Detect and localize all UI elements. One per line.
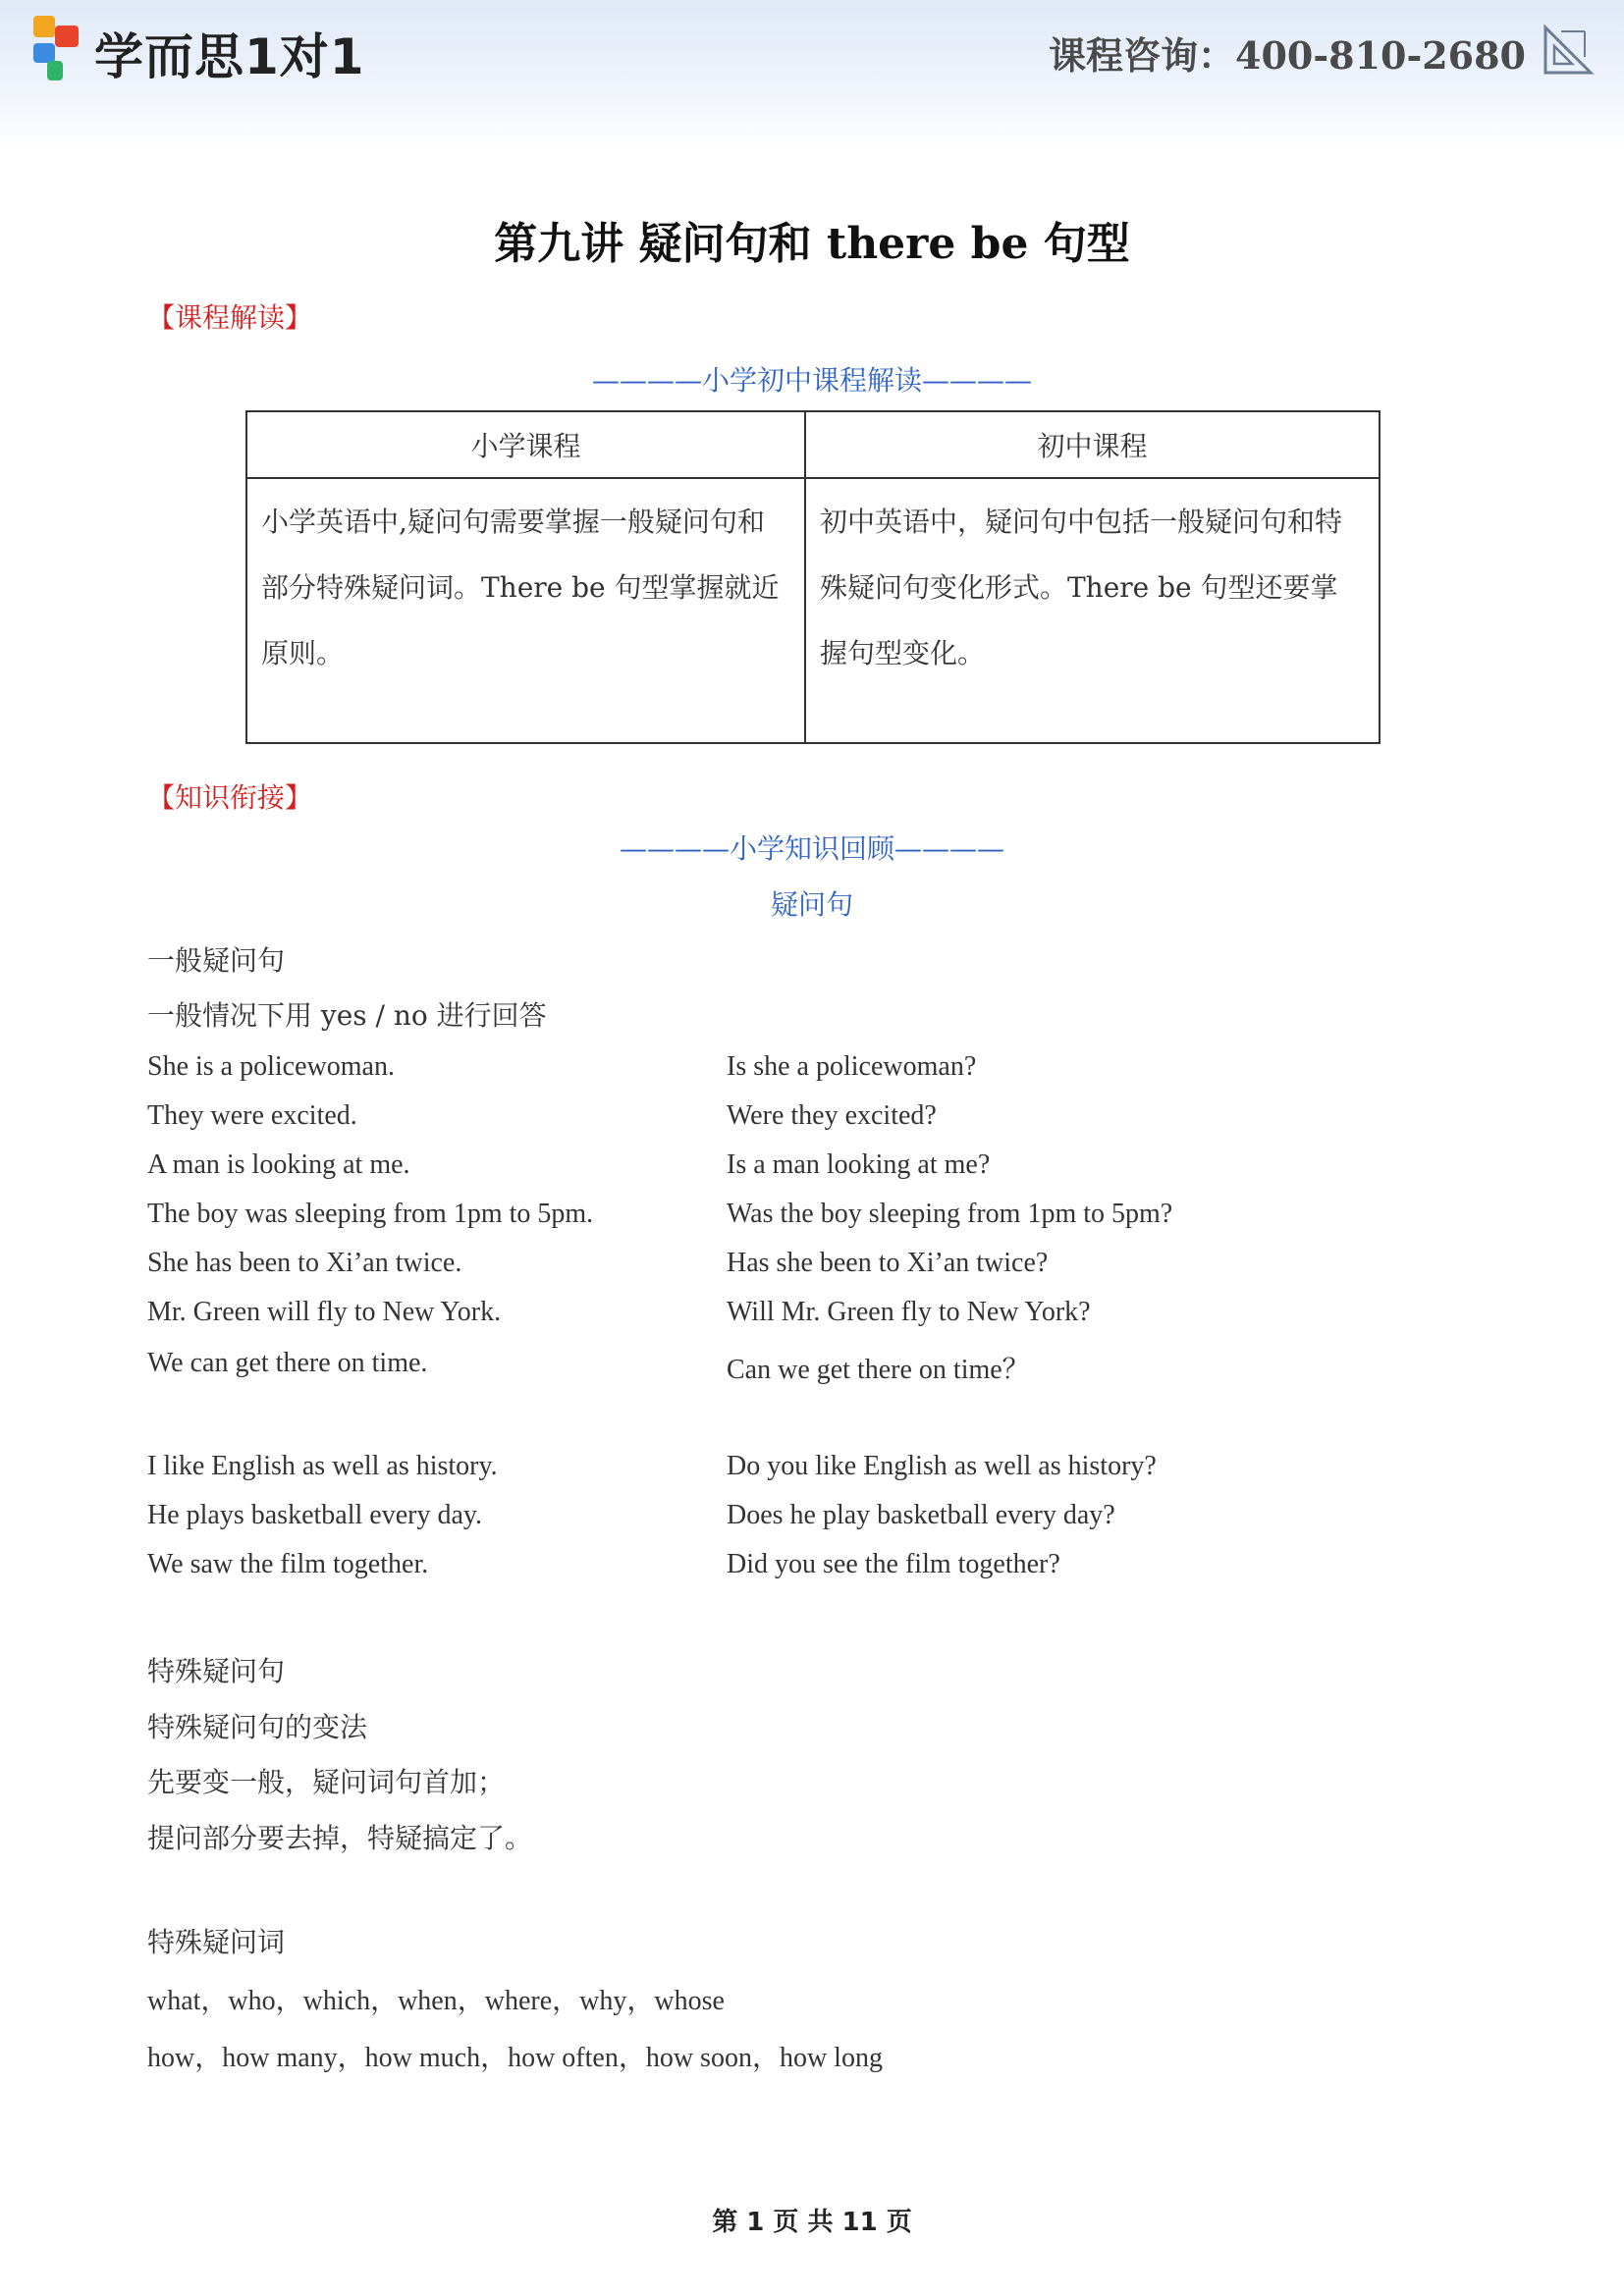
- question-sentence: Has she been to Xi’an twice?: [727, 1248, 1049, 1278]
- question-words-heading: 特殊疑问词: [147, 1926, 286, 1958]
- table-cell-junior: 初中英语中，疑问句中包括一般疑问句和特殊疑问句变化形式。There be 句型还要掌握句型变化。: [805, 478, 1380, 743]
- table-header-row: [246, 411, 1380, 478]
- statement-sentence: We saw the film together.: [147, 1549, 429, 1579]
- section-tag-course-reading: 【课程解读】: [147, 301, 313, 334]
- question-sentence: Will Mr. Green fly to New York?: [727, 1297, 1091, 1327]
- question-words-line: what，who，which，when，where，why，whose: [147, 1986, 725, 2016]
- statement-sentence: The boy was sleeping from 1pm to 5pm.: [147, 1199, 594, 1229]
- special-question-heading: 特殊疑问句: [147, 1655, 286, 1687]
- statement-sentence: We can get there on time.: [147, 1348, 428, 1378]
- page-number: 第 1 页 共 11 页: [712, 2208, 912, 2237]
- special-question-line: 先要变一般，疑问词句首加；: [147, 1766, 506, 1798]
- question-sentence: Do you like English as well as history?: [727, 1451, 1157, 1481]
- logo-mark-icon: [29, 14, 84, 82]
- question-sentence: Is she a policewoman?: [727, 1051, 977, 1082]
- question-sentence: Were they excited?: [727, 1100, 937, 1131]
- table-header-primary: 小学课程: [246, 411, 805, 478]
- section-tag-knowledge-link: 【知识衔接】: [147, 781, 313, 814]
- general-question-heading: 一般疑问句: [147, 944, 286, 977]
- brand-logo: [29, 14, 403, 85]
- triangle-ruler-icon: [1540, 22, 1597, 79]
- lesson-title: 第九讲 疑问句和 there be 句型: [494, 219, 1130, 269]
- course-reading-subtitle: ————小学初中课程解读————: [591, 364, 1032, 397]
- table-header-junior: 初中课程: [805, 411, 1380, 478]
- question-words-line: how，how many，how much，how often，how soon，how long: [147, 2043, 883, 2073]
- statement-sentence: She is a policewoman.: [147, 1051, 395, 1082]
- statement-sentence: A man is looking at me.: [147, 1149, 410, 1180]
- course-comparison-table: [245, 410, 1380, 744]
- logo-text: 学而思1对1: [94, 28, 365, 85]
- general-question-rule: 一般情况下用 yes / no 进行回答: [147, 999, 547, 1032]
- statement-sentence: They were excited.: [147, 1100, 357, 1131]
- topic-heading: 疑问句: [770, 888, 853, 921]
- knowledge-review-subtitle: ————小学知识回顾————: [619, 832, 1004, 865]
- table-row: [246, 478, 1380, 743]
- question-sentence: Does he play basketball every day?: [727, 1500, 1115, 1530]
- question-sentence: Was the boy sleeping from 1pm to 5pm?: [727, 1199, 1173, 1229]
- table-cell-primary: 小学英语中,疑问句需要掌握一般疑问句和部分特殊疑问词。There be 句型掌握就近原则。: [246, 478, 805, 743]
- special-question-line: 提问部分要去掉，特疑搞定了。: [147, 1822, 533, 1854]
- statement-sentence: I like English as well as history.: [147, 1451, 498, 1481]
- statement-sentence: He plays basketball every day.: [147, 1500, 483, 1530]
- question-sentence: Did you see the film together?: [727, 1549, 1060, 1579]
- statement-sentence: She has been to Xi’an twice.: [147, 1248, 462, 1278]
- question-sentence: Is a man looking at me?: [727, 1149, 991, 1180]
- question-sentence: Can we get there on time？: [727, 1355, 1030, 1385]
- special-question-line: 特殊疑问句的变法: [147, 1711, 368, 1743]
- hotline-text: 课程咨询：400-810-2680: [1049, 33, 1526, 78]
- statement-sentence: Mr. Green will fly to New York.: [147, 1297, 502, 1327]
